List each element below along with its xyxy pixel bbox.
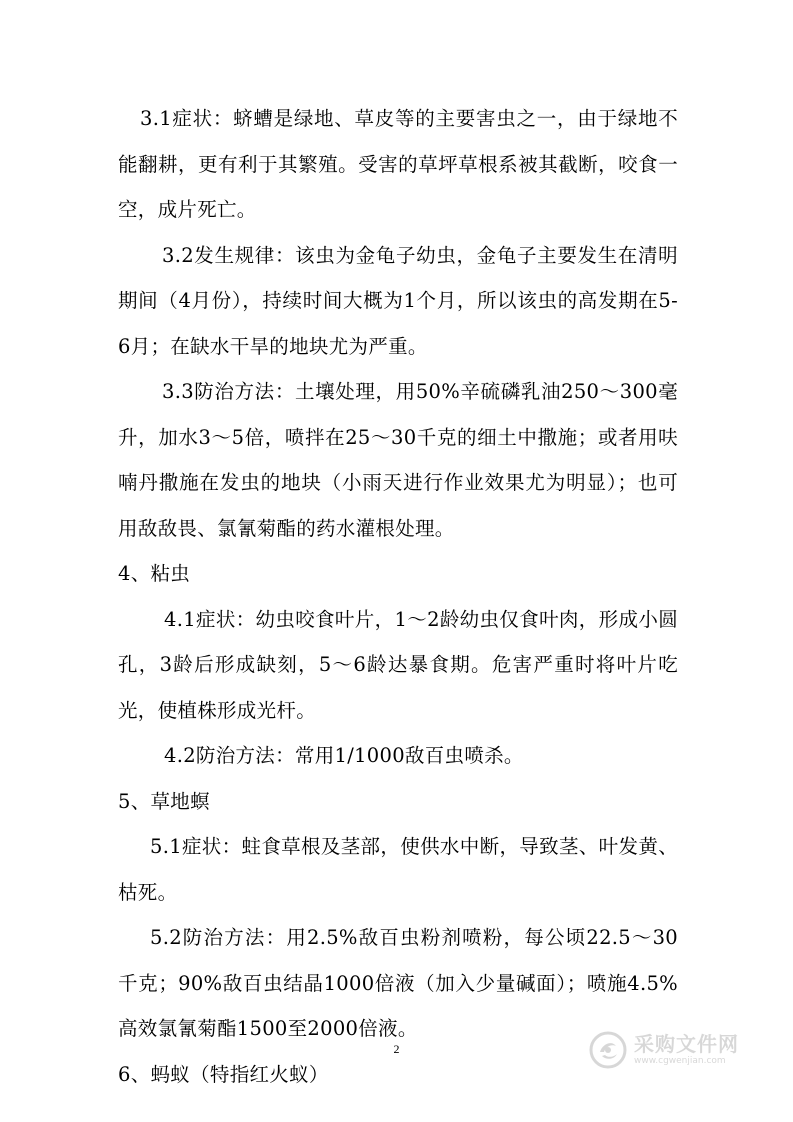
paragraph-3-2-occurrence: 3.2发生规律：该虫为金龟子幼虫，金龟子主要发生在清明期间（4月份），持续时间大概为1个月，所以该虫的高发期在5-6月；在缺水干旱的地块尤为严重。 (118, 243, 678, 358)
paragraph-4-1-symptoms: 4.1症状：幼虫咬食叶片，1～2龄幼虫仅食叶肉，形成小圆孔，3龄后形成缺刻，5～6龄达暴食期。危害严重时将叶片吃光，使植株形成光杆。 (118, 607, 678, 722)
document-body (118, 96, 678, 1097)
section-heading-5: 5、草地螟 (118, 789, 210, 813)
watermark-title: 采购文件网 (634, 1032, 739, 1056)
section-heading-6: 6、蚂蚁（特指红火蚁） (118, 1062, 329, 1086)
paragraph-4-2-control: 4.2防治方法：常用1/1000敌百虫喷杀。 (164, 744, 524, 767)
watermark-text (634, 1034, 739, 1066)
watermark-logo-icon (588, 1030, 628, 1070)
paragraph-3-1-symptoms: 3.1症状：蛴螬是绿地、草皮等的主要害虫之一，由于绿地不能翻耕，更有利于其繁殖。受害的草坪草根系被其截断，咬食一空，成片死亡。 (118, 107, 678, 221)
watermark (588, 1026, 748, 1074)
paragraph-5-2-control: 5.2防治方法：用2.5%敌百虫粉剂喷粉，每公顷22.5～30千克；90%敌百虫结晶1000倍液（加入少量碱面）；喷施4.5%高效氯氰菊酯1500至2000倍液。 (118, 926, 678, 1040)
paragraph-3-3-control: 3.3防治方法：土壤处理，用50%辛硫磷乳油250～300毫升，加水3～5倍，喷拌在25～30千克的细土中撒施；或者用呋喃丹撒施在发虫的地块（小雨天进行作业效果尤为明显）；也可用敌敌畏、氯氰菊酯的药水灌根处理。 (118, 380, 678, 540)
section-heading-4: 4、粘虫 (118, 562, 191, 585)
paragraph-5-1-symptoms: 5.1症状：蛀食草根及茎部，使供水中断，导致茎、叶发黄、枯死。 (118, 835, 678, 904)
watermark-url: www.cgwenjian.com (634, 1056, 726, 1066)
page-number: 2 (393, 1042, 400, 1056)
